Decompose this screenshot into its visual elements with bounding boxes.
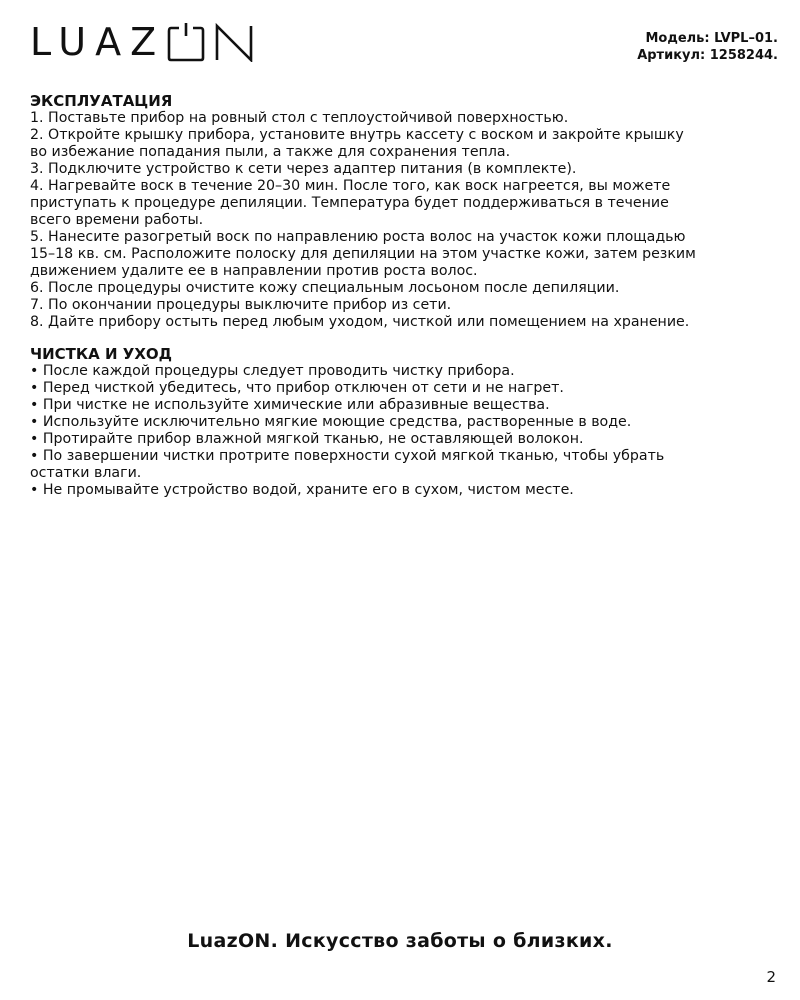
operation-line: 6. После процедуры очистите кожу специальным лосьоном после депиляции. (30, 280, 620, 296)
operation-line: 15–18 кв. см. Расположите полоску для депиляции на этом участке кожи, затем резким (30, 246, 696, 262)
operation-line: во избежание попадания пыли, а также для сохранения тепла. (30, 144, 511, 160)
operation-line: всего времени работы. (30, 212, 204, 228)
page-number: 2 (766, 968, 776, 986)
footer-slogan: LuazON. Искусство заботы о близких. (187, 930, 613, 952)
cleaning-line: • По завершении чистки протрите поверхности сухой мягкой тканью, чтобы убрать (30, 448, 665, 464)
cleaning-list (30, 363, 780, 499)
operation-line: 7. По окончании процедуры выключите прибор из сети. (30, 297, 452, 313)
cleaning-line: остатки влаги. (30, 465, 142, 481)
cleaning-line: • Протирайте прибор влажной мягкой тканью, не оставляющей волокон. (30, 431, 584, 447)
cleaning-line: • Перед чисткой убедитесь, что прибор отключен от сети и не нагрет. (30, 380, 564, 396)
operation-line: 2. Откройте крышку прибора, установите внутрь кассету с воском и закройте крышку (30, 127, 684, 143)
operation-line: движением удалите ее в направлении против роста волос. (30, 263, 478, 279)
brand-logo (30, 20, 267, 64)
instructions-content (30, 92, 780, 499)
cleaning-line: • После каждой процедуры следует проводить чистку прибора. (30, 363, 515, 379)
cleaning-line: • Не промывайте устройство водой, храните его в сухом, чистом месте. (30, 482, 574, 498)
operation-line: 3. Подключите устройство к сети через адаптер питания (в комплекте). (30, 161, 577, 177)
operation-line: 5. Нанесите разогретый воск по направлению роста волос на участок кожи площадью (30, 229, 686, 245)
cleaning-line: • Используйте исключительно мягкие моющие средства, растворенные в воде. (30, 414, 632, 430)
cleaning-title: ЧИСТКА И УХОД (30, 345, 173, 363)
operation-list (30, 110, 780, 331)
operation-line: приступать к процедуре депиляции. Температура будет поддерживаться в течение (30, 195, 669, 211)
operation-line: 4. Нагревайте воск в течение 20–30 мин. После того, как воск нагреется, вы можете (30, 178, 671, 194)
model-line: Модель: LVPL–01. (645, 31, 778, 46)
article-line: Артикул: 1258244. (637, 48, 778, 63)
model-info (637, 30, 778, 64)
operation-line: 8. Дайте прибору остыть перед любым уходом, чисткой или помещением на хранение. (30, 314, 690, 330)
operation-line: 1. Поставьте прибор на ровный стол с теплоустойчивой поверхностью. (30, 110, 569, 126)
operation-title: ЭКСПЛУАТАЦИЯ (30, 92, 173, 110)
logo-text: LUAZ (30, 20, 166, 64)
cleaning-line: • При чистке не используйте химические или абразивные вещества. (30, 397, 550, 413)
logo-on-mark (167, 22, 267, 62)
section-gap (30, 331, 780, 345)
